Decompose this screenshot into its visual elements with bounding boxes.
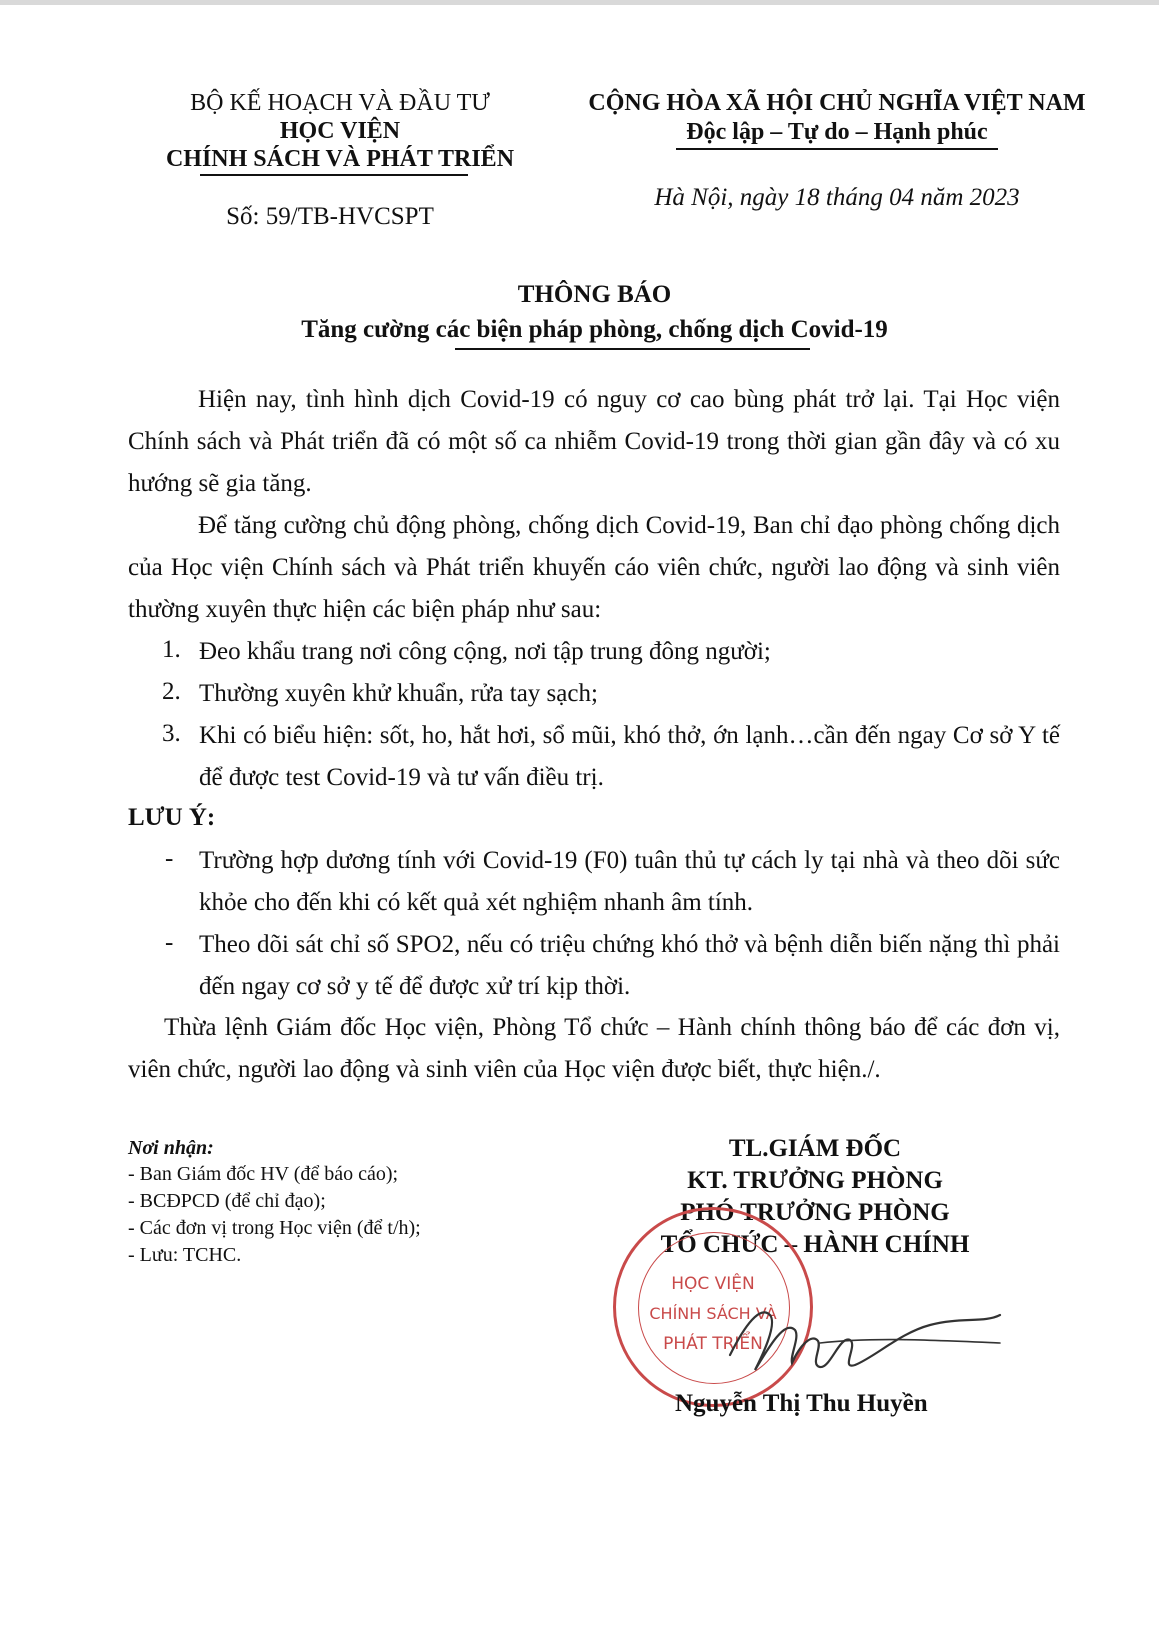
signer-name: Nguyễn Thị Thu Huyền: [675, 1390, 928, 1417]
recipient-item: - Các đơn vị trong Học viện (để t/h);: [128, 1217, 421, 1239]
note-heading: LƯU Ý:: [128, 804, 216, 831]
document-number: Số: 59/TB-HVCSPT: [226, 203, 434, 230]
signature-authority-line4: TỔ CHỨC – HÀNH CHÍNH: [660, 1231, 970, 1258]
country-name: CỘNG HÒA XÃ HỘI CHỦ NGHĨA VIỆT NAM: [588, 90, 1086, 116]
stamp-text-line2: CHÍNH SÁCH VÀ: [649, 1304, 777, 1323]
stamp-text-line1: HỌC VIỆN: [671, 1274, 755, 1294]
recipients-heading: Nơi nhận:: [128, 1137, 214, 1159]
measure-number: 3.: [162, 720, 181, 747]
note-bullet: -: [165, 929, 174, 956]
top-edge-bar: [0, 0, 1159, 5]
institute-name-line2: CHÍNH SÁCH VÀ PHÁT TRIỂN: [165, 146, 515, 172]
left-header-underline: [200, 174, 468, 176]
recipient-item: - Lưu: TCHC.: [128, 1244, 242, 1266]
measure-item: Đeo khẩu trang nơi công cộng, nơi tập trung đông người;: [199, 638, 771, 665]
signature-authority-line1: TL.GIÁM ĐỐC: [728, 1135, 902, 1162]
place-and-date: Hà Nội, ngày 18 tháng 04 năm 2023: [654, 184, 1020, 211]
note-item: Theo dõi sát chỉ số SPO2, nếu có triệu chứng khó thở và bệnh diễn biến nặng thì phải đến ngay cơ sở y tế để được xử trí kịp thời.: [199, 931, 1060, 1000]
national-motto: Độc lập – Tự do – Hạnh phúc: [686, 119, 988, 145]
signature-authority-line2: KT. TRƯỞNG PHÒNG: [687, 1167, 943, 1194]
signature-authority-line3: PHÓ TRƯỞNG PHÒNG: [680, 1199, 950, 1226]
paragraph-situation: Hiện nay, tình hình dịch Covid-19 có nguy cơ cao bùng phát trở lại. Tại Học viện Chính sách và Phát triển đã có một số ca nhiễm Covid-19 trong thời gian gần đây và có xu hướng sẽ gia tăng.: [128, 386, 1060, 497]
institute-name-line1: HỌC VIỆN: [279, 118, 401, 144]
recipient-item: - Ban Giám đốc HV (để báo cáo);: [128, 1163, 399, 1185]
recipient-item: - BCĐPCD (để chỉ đạo);: [128, 1190, 326, 1212]
measure-item: Khi có biểu hiện: sốt, ho, hắt hơi, sổ mũi, khó thở, ớn lạnh…cần đến ngay Cơ sở Y tế để được test Covid-19 và tư vấn điều trị.: [199, 722, 1060, 791]
paragraph-recommendation: Để tăng cường chủ động phòng, chống dịch Covid-19, Ban chỉ đạo phòng chống dịch của Học viện Chính sách và Phát triển khuyến cáo viên chức, người lao động và sinh viên thường xuyên thực hiện các biện pháp như sau:: [128, 512, 1060, 623]
handwritten-signature: [700, 1285, 1020, 1395]
measure-item: Thường xuyên khử khuẩn, rửa tay sạch;: [199, 680, 598, 707]
measure-number: 2.: [162, 678, 181, 705]
note-item: Trường hợp dương tính với Covid-19 (F0) tuân thủ tự cách ly tại nhà và theo dõi sức khỏe cho đến khi có kết quả xét nghiệm nhanh âm tính.: [199, 847, 1060, 916]
stamp-text-line3: PHÁT TRIỂN: [663, 1334, 763, 1354]
notice-type: THÔNG BÁO: [517, 281, 672, 308]
notice-subject: Tăng cường các biện pháp phòng, chống dịch Covid-19: [301, 316, 888, 343]
measure-number: 1.: [162, 636, 181, 663]
motto-underline: [676, 148, 998, 150]
paragraph-closing: Thừa lệnh Giám đốc Học viện, Phòng Tổ chức – Hành chính thông báo để các đơn vị, viên chức, người lao động và sinh viên của Học viện được biết, thực hiện./.: [128, 1014, 1060, 1083]
subject-underline: [455, 348, 810, 350]
ministry-name: BỘ KẾ HOẠCH VÀ ĐẦU TƯ: [190, 90, 490, 116]
note-bullet: -: [165, 845, 174, 872]
